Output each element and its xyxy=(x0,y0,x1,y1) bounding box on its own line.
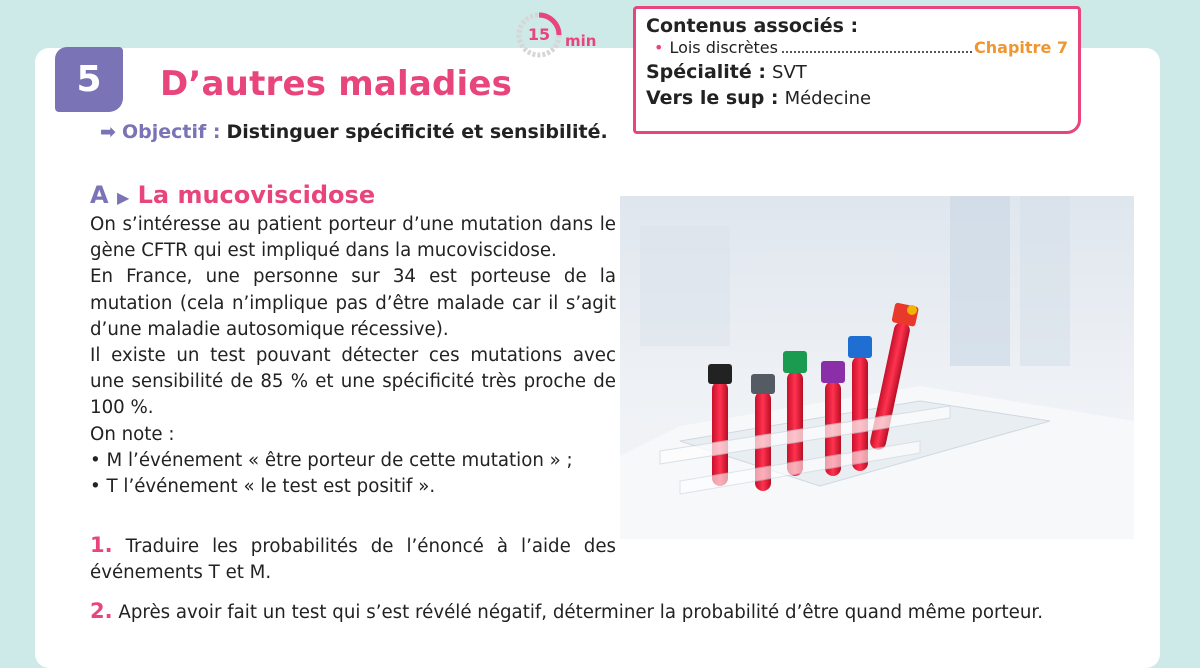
paragraph: On note : xyxy=(90,423,175,445)
sup-value: Médecine xyxy=(784,88,872,109)
list-item: • M l’événement « être porteur de cette mutation » ; xyxy=(90,449,573,471)
arrow-right-icon: ➡ xyxy=(100,121,116,143)
paragraph: Il existe un test pouvant détecter ces mutations avec une sensibilité de 85 % et une spécificité très proche de 100 %. xyxy=(90,345,616,419)
timer-unit: min xyxy=(565,32,597,50)
question-text: Traduire les probabilités de l’énoncé à l’aide des événements T et M. xyxy=(90,536,616,584)
objective xyxy=(100,121,608,143)
triangle-right-icon: ▶ xyxy=(116,188,130,207)
associated-heading: Contenus associés : xyxy=(646,15,859,37)
exercise-title: D’autres maladies xyxy=(160,64,513,104)
question-1 xyxy=(90,532,616,586)
section-letter: A xyxy=(90,181,109,209)
question-2 xyxy=(90,598,1150,626)
question-text: Après avoir fait un test qui s’est révélé négatif, déterminer la probabilité d’être quand même porteur. xyxy=(118,602,1043,623)
blood-tubes-photo xyxy=(620,196,1134,539)
paragraph: En France, une personne sur 34 est porteuse de la mutation (cela n’implique pas d’être malade car il s’agit d’une maladie autosomique récessive). xyxy=(90,266,616,340)
sup-row xyxy=(646,87,1068,109)
timer-value: 15 xyxy=(527,25,551,44)
exercise-number-badge xyxy=(55,47,123,112)
associated-item-label: Lois discrètes xyxy=(669,38,778,57)
exercise-statement xyxy=(90,212,616,500)
section-title: La mucoviscidose xyxy=(137,181,376,209)
question-number: 2. xyxy=(90,599,113,623)
associated-item xyxy=(646,38,1068,57)
objective-label: Objectif : xyxy=(121,121,221,143)
exercise-number: 5 xyxy=(76,59,102,100)
list-item: • T l’événement « le test est positif ». xyxy=(90,476,436,498)
sup-label: Vers le sup : xyxy=(646,87,779,109)
associated-item-chapter: Chapitre 7 xyxy=(974,38,1068,57)
paragraph: On s’intéresse au patient porteur d’une mutation dans le gène CFTR qui est impliqué dans la mucoviscidose. xyxy=(90,214,616,262)
bullet-icon: • xyxy=(654,38,664,57)
dotted-leader xyxy=(782,43,972,53)
specialite-value: SVT xyxy=(772,62,807,83)
section-heading xyxy=(90,181,375,209)
specialite-label: Spécialité : xyxy=(646,61,766,83)
objective-text: Distinguer spécificité et sensibilité. xyxy=(226,121,608,143)
associated-content-box xyxy=(633,6,1081,134)
question-number: 1. xyxy=(90,533,113,557)
specialite-row xyxy=(646,61,1068,83)
